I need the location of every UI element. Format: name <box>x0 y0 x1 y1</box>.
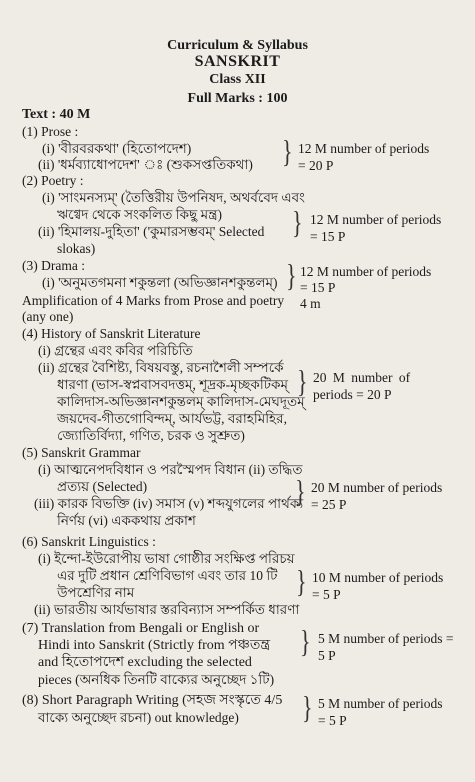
translation-line: (7) Translation from Bengali or English or <box>22 621 260 636</box>
document-title: Curriculum & Syllabus <box>167 38 308 53</box>
amplification-text: Amplification of 4 Marks from Prose and poetry <box>22 293 285 308</box>
history-heading: (4) History of Sanskrit Literature <box>22 326 201 341</box>
translation-line: and হিতোপদেশ excluding the selected <box>38 655 252 670</box>
history-item: কালিদাস-অভিজ্ঞানশকুন্তলম্‌ কালিদাস-মেঘদূতম্‌ <box>57 394 305 409</box>
poetry-periods: = 15 P <box>310 229 346 244</box>
subject-title: SANSKRIT <box>194 53 281 70</box>
paragraph-line: (8) Short Paragraph Writing (সহজ সংস্কৃতে 4/5 <box>22 693 283 708</box>
prose-periods: = 20 P <box>298 158 334 173</box>
linguistics-heading: (6) Sanskrit Linguistics : <box>22 534 156 549</box>
history-marks: 20 M number of <box>313 370 411 385</box>
brace-icon: } <box>300 623 311 660</box>
grammar-marks: 20 M number of periods <box>311 480 443 495</box>
brace-icon: } <box>297 363 308 400</box>
history-item: জ্যোতির্বিদ্যা, গণিত, চরক ও সুশ্রুত) <box>57 428 245 443</box>
paragraph-periods: = 5 P <box>318 713 347 728</box>
history-periods: periods = 20 P <box>313 387 392 402</box>
translation-marks: 5 M number of periods = <box>318 631 454 646</box>
grammar-item: (i) আত্মনেপদবিধান ও পরস্মৈপদ বিধান (ii) তদ্ধিত <box>38 462 303 477</box>
poetry-item: ঋগ্বেদ থেকে সংকলিত কিছু মন্ত্র) <box>57 207 222 222</box>
paragraph-line: বাক্যে অনুচ্ছেদ রচনা) out knowledge) <box>38 710 239 725</box>
class-label: Class XII <box>209 72 266 87</box>
brace-icon: } <box>286 257 297 294</box>
paragraph-marks: 5 M number of periods <box>318 696 443 711</box>
poetry-item: (ii) 'হিমালয়-দুহিতা' ('কুমারসম্ভবম্‌' Selected <box>38 224 265 239</box>
translation-line: Hindi into Sanskrit (Strictly from পঞ্চতন্ত্র <box>38 638 271 653</box>
poetry-item: (i) 'সাংমনস্যম্‌' (তৈত্তিরীয় উপনিষদ, অথর্ববেদ এবং <box>42 190 305 205</box>
prose-marks: 12 M number of periods <box>298 141 430 156</box>
brace-icon: } <box>295 473 306 510</box>
grammar-item: (iii) কারক বিভক্তি (iv) সমাস (v) শব্দযুগলের পার্থক্য <box>34 496 304 511</box>
full-marks-label: Full Marks : 100 <box>187 91 288 106</box>
drama-item: (i) 'অনুমতগমনা শকুন্তলা (অভিজ্ঞানশকুন্তলম্‌) <box>42 275 278 290</box>
prose-item: (ii) 'ধর্মব্যাধোপদেশ' ঃ (শুকসপ্ততিকথা) <box>38 157 253 172</box>
grammar-item: নির্ণয় (vi) এককথায় প্রকাশ <box>57 513 196 528</box>
poetry-item: slokas) <box>57 241 96 256</box>
prose-heading: (1) Prose : <box>22 124 79 139</box>
drama-periods: = 15 P <box>300 280 336 295</box>
drama-marks: 12 M number of periods <box>300 264 432 279</box>
linguistics-item: (ii) ভারতীয় আর্যভাষার স্তরবিন্যাস সম্পর্কিত ধারণা <box>34 602 300 617</box>
text-heading: Text : 40 M <box>22 107 91 122</box>
prose-item: (i) 'বীরবরকথা' (হিতোপদেশ) <box>42 141 192 156</box>
linguistics-marks: 10 M number of periods <box>312 570 444 585</box>
grammar-item: প্রত্যয় (Selected) <box>57 479 148 494</box>
amplification-note: (any one) <box>22 309 74 324</box>
linguistics-item: (i) ইন্দো-ইউরোপীয় ভাষা গোষ্ঠীর সংক্ষিপ্ত পরিচয় <box>38 551 295 566</box>
linguistics-item: এর দুটি প্রধান শ্রেণিবিভাগ এবং তার 10 টি <box>57 568 278 583</box>
brace-icon: } <box>302 689 313 726</box>
translation-periods: 5 P <box>318 648 336 663</box>
brace-icon: } <box>296 563 307 600</box>
grammar-heading: (5) Sanskrit Grammar <box>22 445 141 460</box>
linguistics-periods: = 5 P <box>312 587 341 602</box>
history-item: (ii) গ্রন্থের বৈশিষ্ট্য, বিষয়বস্তু, রচনাশৈলী সম্পর্কে <box>38 360 284 375</box>
poetry-marks: 12 M number of periods <box>310 212 442 227</box>
drama-heading: (3) Drama : <box>22 258 85 273</box>
brace-icon: } <box>282 133 293 170</box>
poetry-heading: (2) Poetry : <box>22 173 84 188</box>
history-item: (i) গ্রন্থের এবং কবির পরিচিতি <box>38 343 193 358</box>
amplification-marks: 4 m <box>300 296 321 311</box>
history-item: জয়দেব-গীতগোবিন্দম্‌, আর্যভট্ট, বরাহমিহির, <box>57 411 287 426</box>
translation-line: pieces (অনধিক তিনটি বাক্যের অনুচ্ছেদ ১টি) <box>38 672 275 687</box>
grammar-periods: = 25 P <box>311 497 347 512</box>
history-item: ধারণা (ভাস-স্বপ্নবাসবদত্তম্‌, শূদ্রক-মৃচ্ছকটিকম্‌ <box>57 377 288 392</box>
linguistics-item: উপশ্রেণির নাম <box>57 585 135 600</box>
brace-icon: } <box>292 204 303 241</box>
